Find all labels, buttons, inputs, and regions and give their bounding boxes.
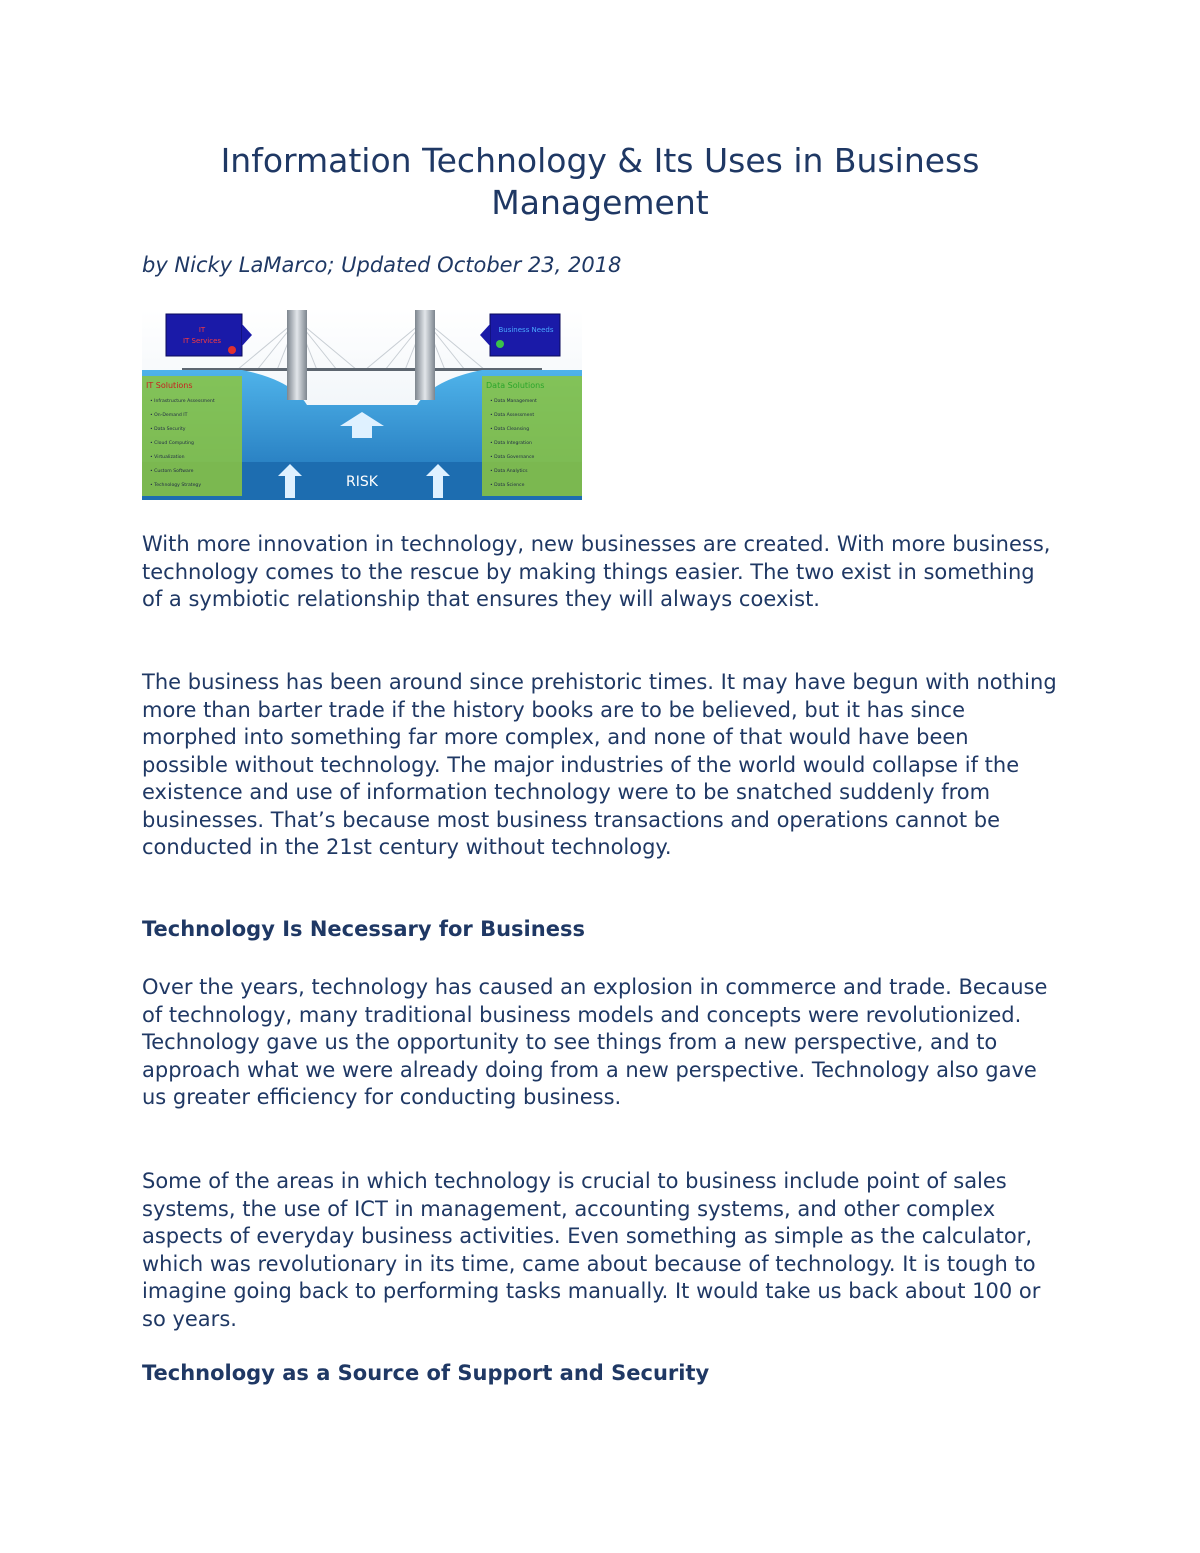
figure-panel-item: • Data Integration — [490, 441, 532, 446]
risk-label: RISK — [346, 474, 378, 490]
paragraph-intro: With more innovation in technology, new businesses are created. With more business, technology comes to the rescue by making things easier. The two exist in something of a symbiotic relationship that ensures they will always coexist. — [142, 532, 1051, 611]
figure-panel-item: • Technology Strategy — [150, 483, 202, 488]
figure-panel-item: • Data Security — [150, 427, 186, 432]
section-heading-support: Technology as a Source of Support and Security — [142, 1361, 710, 1385]
paragraph-explosion: Over the years, technology has caused an explosion in commerce and trade. Because of technology, many traditional business models and concepts were revolutionized. Technology gave us the opportunity to see things from a new perspective, and to approach what we were already doing from a new perspective. Technology also gave us greater efficiency for conducting business. — [142, 975, 1048, 1109]
figure-panel-item: • Data Assessment — [490, 413, 535, 418]
left-sign-label: IT Services — [182, 337, 222, 345]
right-sign-label: Business Needs — [498, 326, 554, 334]
figure-panel-item: • Data Cleansing — [490, 427, 530, 432]
figure-panel-item: • Infrastructure Assessment — [150, 399, 215, 404]
figure-panel-item: • Virtualization — [150, 455, 185, 460]
paragraph-history: The business has been around since prehistoric times. It may have begun with nothing more than barter trade if the history books are to be believed, but it has since morphed into something far more complex, and none of that would have been possible without technology. The major industries of the world would collapse if the existence and use of information technology were to be snatched suddenly from businesses. That’s because most business transactions and operations cannot be conducted in the 21st century without technology. — [142, 670, 1057, 859]
right-panel-title: Data Solutions — [486, 381, 545, 390]
figure-panel-item: • On-Demand IT — [150, 413, 188, 418]
figure-panel-item: • Data Governance — [490, 455, 535, 460]
document-title: Information Technology & Its Uses in Business Management — [220, 141, 980, 222]
figure-panel-item: • Custom Software — [150, 469, 194, 474]
figure-panel-item: • Data Science — [490, 483, 525, 488]
figure-panel-item: • Data Management — [490, 399, 537, 404]
bridge-diagram-image — [142, 310, 582, 500]
byline: by Nicky LaMarco; Updated October 23, 2018 — [142, 253, 622, 277]
figure-panel-item: • Data Analytics — [490, 469, 528, 474]
figure-panel-item: • Cloud Computing — [150, 441, 194, 446]
svg-text:IT: IT — [198, 326, 206, 334]
left-panel-title: IT Solutions — [146, 381, 193, 390]
paragraph-areas: Some of the areas in which technology is crucial to business include point of sales systems, the use of ICT in management, accounting systems, and other complex aspects of everyday business activities. Even something as simple as the calculator, which was revolutionary in its time, came about because of technology. It is tough to imagine going back to performing tasks manually. It would take us back about 100 or so years. — [142, 1169, 1041, 1331]
section-heading-necessary: Technology Is Necessary for Business — [142, 917, 585, 941]
